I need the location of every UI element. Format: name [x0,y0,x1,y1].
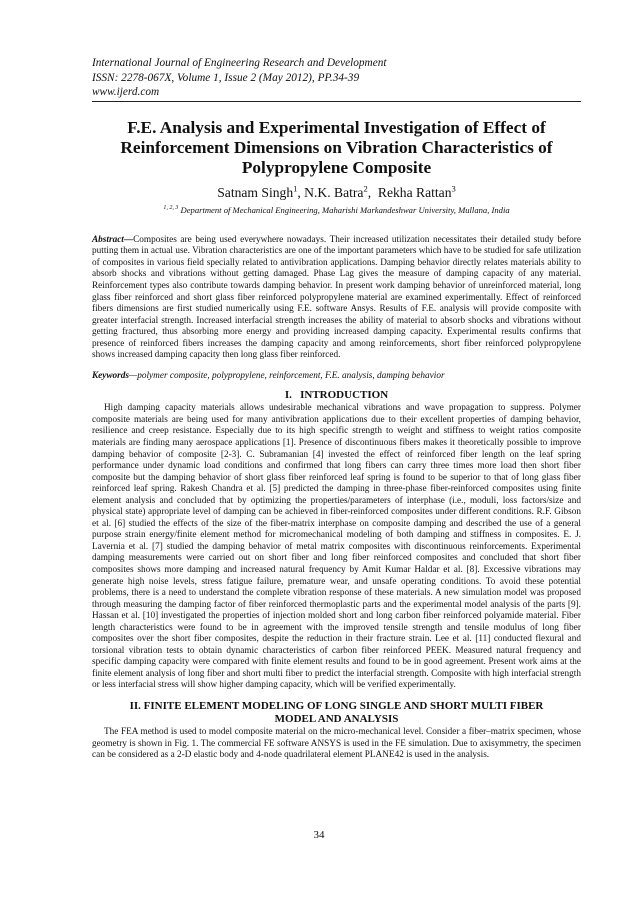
author-affiliation-mark: 3 [451,183,456,194]
author-name: Satnam Singh [217,184,294,200]
affiliation-marks: 1, 2, 3 [163,204,179,211]
author-affiliation-mark: 2 [363,183,368,194]
abstract: Abstract—Composites are being used everywhere nowadays. Their increased utilization necessitates their detailed study before putting them in actual use. Vibration characteristics are one of the important parameters which have to be studied for safe utilization of composites in various field specially related to antivibration applications. Damping behavior directly relates materials ability to absorb shocks and vibrations without getting damaged. Phase Lag gives the measure of damping capacity of any material. Reinforcement types also contribute towards damping behavior. In present work damping behavior of unreinforced material, long glass fiber reinforced and short glass fiber reinforced polypropylene material are examined experimentally. Effect of reinforced fibers dimensions are first studied numerically using F.E. software Ansys. Results of F.E. analysis will provide composite with greater interfacial strength. Increased interfacial strength increases the ability of material to absorb shocks and vibrations without getting fractured, thus absorbing more energy and providing increased damping capacity. Experimental results confirms that presence of reinforced fibers increases the damping capacity and among reinforcements, short fiber reinforced polypropylene shows increased damping capacity then long glass fiber reinforced. [92,234,581,361]
page-number: 34 [313,829,325,841]
section-heading-fem: II. FINITE ELEMENT MODELING OF LONG SINGLE AND SHORT MULTI FIBER MODEL AND ANALYSIS [129,700,544,726]
journal-name: International Journal of Engineering Research and Development [92,57,387,69]
author-list: Satnam Singh$^1$, N.K. Batra$^2$, Rekha Rattan$^3$ [217,183,456,200]
abstract-label: Abstract [92,234,124,245]
introduction-paragraph: High damping capacity materials allows undesirable mechanical vibrations and wave propagation to suppress. Polymer composite materials are being used for many antivibration applications due to their excellent properties of damping behavior, resilience and creep resistance. Especially due to its high specific strength to weight and stiffness to weight ratios composite materials are finding many aerospace applications [1]. Presence of discontinuous fibers makes it theoretically possible to improve damping behavior of composite [2-3]. C. Subramanian [4] invested the effect of reinforced fiber length on the leaf spring performance under dynamic load conditions and confirmed that long fibers can carry three times more load then short fiber composite but the damping behavior of short glass fiber reinforced leaf spring is found to be superior to that of long glass fiber reinforced leaf spring. Rakesh Chandra et al. [5] predicted the damping in three-phase fiber-reinforced composites using finite element analysis and concluded that by optimizing the properties/parameters of interphase (i.e., moduli, loss factors/size and physical state) appropriate level of damping can be achieved in fiber-reinforced composites under different conditions. R.F. Gibson et al. [6] studied the effects of the size of the fiber-matrix interphase on composite damping and described the use of a general purpose strain energy/finite element method for micromechanical modeling of both damping and stiffness in composites. E. J. Lavernia et al. [7] studied the damping behavior of metal matrix composites with discontinuous reinforcements. Experimental damping measurements were carried out on short fiber and long fiber reinforced composites and concluded that short fiber composites shows more damping and increased natural frequency by Amit Kumar Haldar et al. [8]. Excessive vibrations may generate high noise levels, stress fatigue failure, premature wear, and unsafe operating conditions. To avoid these potential problems, there is a need to understand the complete vibration response of these materials. A new simulation model was proposed through measuring the damping factor of fiber reinforced thermoplastic parts and the experimental model analysis of the parts [9]. Hassan et al. [10] investigated the properties of injection molded short and long carbon fiber reinforced polyamide material. Fiber length characteristics were found to be in agreement with the improved tensile strength and tensile modulus of long fiber composites over the short fiber composites, despite the reduction in their fracture strain. Lee et al. [11] conducted flexural and torsional vibration tests to obtain dynamic characteristics of carbon fiber reinforced PEEK. Measured natural frequency and specific damping capacity were compared with finite element results and found to be in good agreement. Present work aims at the finite element analysis of long fiber and short multi fiber to predict the interfacial strength. Composite with high interfacial strength or less interfacial stress will show higher damping capacity, which will be verified experimentally. [92,403,581,691]
journal-website: www.ijerd.com [92,86,160,99]
affiliation-text: Department of Mechanical Engineering, Maharishi Markandeshwar University, Mullana, India [180,204,510,215]
header-rule [92,101,581,102]
keywords: Keywords—polymer composite, polypropylene, reinforcement, F.E. analysis, damping behavior [92,370,445,381]
journal-issn: ISSN: 2278-067X, Volume 1, Issue 2 (May 2012), PP.34-39 [92,71,360,84]
section-heading-introduction: I. INTRODUCTION [284,389,389,402]
paper-title: F.E. Analysis and Experimental Investigation of Effect of Reinforcement Dimensions on Vibration Characteristics of Polypropylene Composite [120,117,553,177]
author-affiliation-mark: 1 [293,183,298,194]
fem-paragraph: The FEA method is used to model composite material on the micro-mechanical level. Consider a fiber–matrix specimen, whose geometry is shown in Fig. 1. The commercial FE software ANSYS is used in the FE simulation. Due to axisymmetry, the specimen can be considered as a 2-D elastic body and 4-node quadrilateral element PLANE42 is used in the analysis. [92,727,581,761]
author-name: N.K. Batra [304,184,364,200]
journal-header [92,56,581,100]
affiliation [92,204,581,216]
abstract-text: Composites are being used everywhere nowadays. Their increased utilization necessitates their detailed study before putting them in actual use. Vibration characteristics are one of the important parameters which have to be studied for safe utilization of composites in various field specially related to antivibration applications. Damping behavior directly relates materials ability to absorb shocks and vibrations without getting damaged. Phase Lag gives the measure of damping capacity of any material. Reinforcement types also contribute towards damping behavior. In present work damping behavior of unreinforced material, long glass fiber reinforced and short glass fiber reinforced polypropylene material are examined experimentally. Effect of reinforced fibers dimensions are first studied numerically using F.E. software Ansys. Results of F.E. analysis will provide composite with greater interfacial strength. Increased interfacial strength increases the ability of material to absorb shocks and vibrations without getting fractured, thus absorbing more energy and providing increased damping capacity. Experimental results confirms that presence of reinforced fibers increases the damping capacity and among reinforcements, short fiber reinforced polypropylene shows increased damping capacity then long glass fiber reinforced. [92,234,581,361]
author-name: Rekha Rattan [377,184,452,200]
keywords-text: polymer composite, polypropylene, reinforcement, F.E. analysis, damping behavior [137,370,445,381]
keywords-label: Keywords [92,370,129,381]
paper-page [92,56,581,762]
